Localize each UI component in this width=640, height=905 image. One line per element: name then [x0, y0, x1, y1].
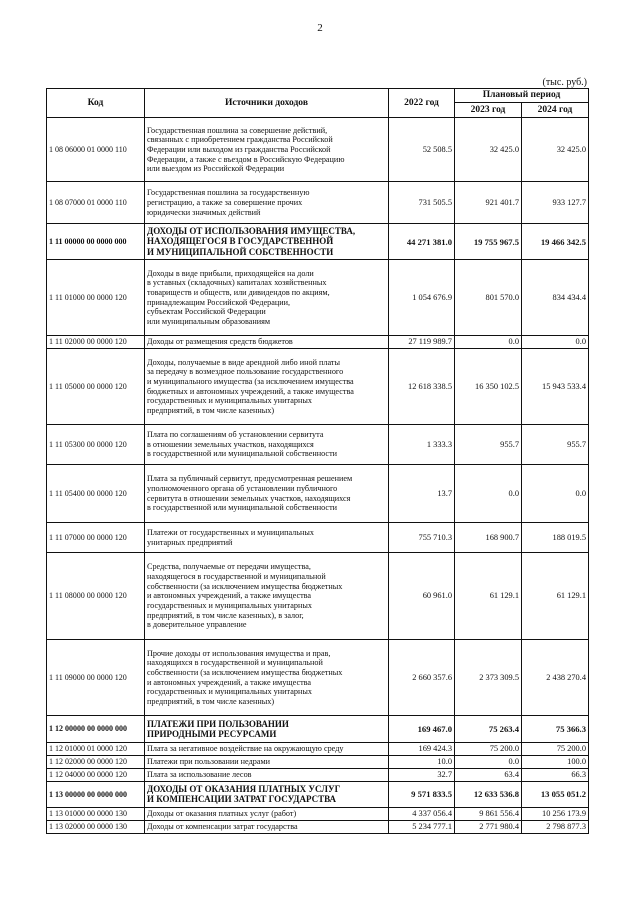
table-row — [47, 553, 589, 640]
row-name: Прочие доходы от использования имущества и прав, находящихся в государственной и муниципальной собственности (за исключением имущества бюджетных и автономных учреждений, а также имущества государственных и муниципальных унитарных предприятий, в том числе казенных) — [145, 640, 389, 716]
row-name: Плата за использование лесов — [145, 768, 389, 781]
row-code: 1 11 05300 00 0000 120 — [47, 425, 145, 465]
value-2023: 0.0 — [455, 336, 522, 349]
table-row — [47, 820, 589, 833]
row-code: 1 12 04000 00 0000 120 — [47, 768, 145, 781]
table-row — [47, 807, 589, 820]
value-2024: 19 466 342.5 — [522, 224, 589, 260]
row-name: Доходы от размещения средств бюджетов — [145, 336, 389, 349]
value-2023: 801 570.0 — [455, 260, 522, 336]
value-2023: 168 900.7 — [455, 523, 522, 553]
value-2023: 32 425.0 — [455, 118, 522, 182]
table-row — [47, 756, 589, 769]
value-2023: 19 755 967.5 — [455, 224, 522, 260]
value-2024: 933 127.7 — [522, 182, 589, 224]
row-name: Плата по соглашениям об установлении сервитута в отношении земельных участков, находящихся в государственной или муниципальной собственности — [145, 425, 389, 465]
row-code: 1 11 08000 00 0000 120 — [47, 553, 145, 640]
value-2024: 32 425.0 — [522, 118, 589, 182]
header-code: Код — [47, 89, 145, 118]
units-label: (тыс. руб.) — [542, 77, 587, 88]
value-2023: 0.0 — [455, 756, 522, 769]
table-row — [47, 716, 589, 743]
row-code: 1 13 00000 00 0000 000 — [47, 781, 145, 807]
row-code: 1 08 07000 01 0000 110 — [47, 182, 145, 224]
table-row — [47, 260, 589, 336]
value-2024: 61 129.1 — [522, 553, 589, 640]
table-row — [47, 465, 589, 523]
table-row — [47, 781, 589, 807]
value-2024: 66.3 — [522, 768, 589, 781]
row-code: 1 11 02000 00 0000 120 — [47, 336, 145, 349]
value-2022: 10.0 — [389, 756, 455, 769]
table-row — [47, 118, 589, 182]
table-row — [47, 336, 589, 349]
value-2023: 16 350 102.5 — [455, 349, 522, 425]
value-2023: 921 401.7 — [455, 182, 522, 224]
row-code: 1 11 05000 00 0000 120 — [47, 349, 145, 425]
row-code: 1 11 07000 00 0000 120 — [47, 523, 145, 553]
value-2023: 63.4 — [455, 768, 522, 781]
row-name: Платежи от государственных и муниципальных унитарных предприятий — [145, 523, 389, 553]
table-row — [47, 640, 589, 716]
header-source: Источники доходов — [145, 89, 389, 118]
row-code: 1 13 02000 00 0000 130 — [47, 820, 145, 833]
value-2024: 100.0 — [522, 756, 589, 769]
value-2024: 15 943 533.4 — [522, 349, 589, 425]
value-2022: 12 618 338.5 — [389, 349, 455, 425]
table-row — [47, 349, 589, 425]
value-2023: 2 373 309.5 — [455, 640, 522, 716]
value-2024: 0.0 — [522, 336, 589, 349]
row-name: Платежи при пользовании недрами — [145, 756, 389, 769]
value-2023: 0.0 — [455, 465, 522, 523]
value-2022: 1 333.3 — [389, 425, 455, 465]
table-row — [47, 523, 589, 553]
row-code: 1 12 00000 00 0000 000 — [47, 716, 145, 743]
row-name: Государственная пошлина за государственную регистрацию, а также за совершение прочих юридически значимых действий — [145, 182, 389, 224]
value-2024: 834 434.4 — [522, 260, 589, 336]
value-2022: 60 961.0 — [389, 553, 455, 640]
row-name: Доходы в виде прибыли, приходящейся на доли в уставных (складочных) капиталах хозяйственных товариществ и обществ, или дивидендов по акциям, принадлежащим Российской Федерации, субъектам Российской Федерации или муниципальным образованиям — [145, 260, 389, 336]
row-name: ДОХОДЫ ОТ ОКАЗАНИЯ ПЛАТНЫХ УСЛУГ И КОМПЕНСАЦИИ ЗАТРАТ ГОСУДАРСТВА — [145, 781, 389, 807]
value-2022: 5 234 777.1 — [389, 820, 455, 833]
table-row — [47, 224, 589, 260]
value-2022: 755 710.3 — [389, 523, 455, 553]
value-2023: 2 771 980.4 — [455, 820, 522, 833]
revenue-table — [46, 88, 589, 834]
value-2024: 0.0 — [522, 465, 589, 523]
table-row — [47, 425, 589, 465]
value-2024: 2 438 270.4 — [522, 640, 589, 716]
row-code: 1 11 05400 00 0000 120 — [47, 465, 145, 523]
table-row — [47, 768, 589, 781]
value-2024: 75 366.3 — [522, 716, 589, 743]
row-code: 1 12 02000 00 0000 120 — [47, 756, 145, 769]
row-code: 1 11 01000 00 0000 120 — [47, 260, 145, 336]
row-name: Государственная пошлина за совершение действий, связанных с приобретением гражданства Российской Федерации или выходом из гражданства Российской Федерации, а также с въездом в Российскую Федерацию или выездом из Российской Федерации — [145, 118, 389, 182]
header-plan-period: Плановый период — [455, 89, 589, 103]
value-2024: 10 256 173.9 — [522, 807, 589, 820]
header-2024: 2024 год — [522, 103, 589, 118]
value-2022: 44 271 381.0 — [389, 224, 455, 260]
value-2023: 955.7 — [455, 425, 522, 465]
row-name: Плата за негативное воздействие на окружающую среду — [145, 743, 389, 756]
value-2022: 169 424.3 — [389, 743, 455, 756]
value-2022: 731 505.5 — [389, 182, 455, 224]
value-2023: 12 633 536.8 — [455, 781, 522, 807]
row-code: 1 13 01000 00 0000 130 — [47, 807, 145, 820]
value-2022: 2 660 357.6 — [389, 640, 455, 716]
row-name: Доходы от оказания платных услуг (работ) — [145, 807, 389, 820]
value-2022: 27 119 989.7 — [389, 336, 455, 349]
value-2024: 2 798 877.3 — [522, 820, 589, 833]
value-2023: 9 861 556.4 — [455, 807, 522, 820]
value-2022: 169 467.0 — [389, 716, 455, 743]
row-code: 1 11 09000 00 0000 120 — [47, 640, 145, 716]
value-2022: 52 508.5 — [389, 118, 455, 182]
value-2024: 188 019.5 — [522, 523, 589, 553]
row-name: Плата за публичный сервитут, предусмотренная решением уполномоченного органа об установлении публичного сервитута в отношении земельных участков, находящихся в государственной или муниципальной собственности — [145, 465, 389, 523]
value-2022: 4 337 056.4 — [389, 807, 455, 820]
value-2024: 13 055 051.2 — [522, 781, 589, 807]
value-2022: 32.7 — [389, 768, 455, 781]
header-2023: 2023 год — [455, 103, 522, 118]
value-2024: 955.7 — [522, 425, 589, 465]
value-2023: 61 129.1 — [455, 553, 522, 640]
row-code: 1 11 00000 00 0000 000 — [47, 224, 145, 260]
value-2022: 13.7 — [389, 465, 455, 523]
page-number: 2 — [317, 22, 323, 34]
table-row — [47, 182, 589, 224]
value-2023: 75 263.4 — [455, 716, 522, 743]
row-code: 1 12 01000 01 0000 120 — [47, 743, 145, 756]
row-name: Средства, получаемые от передачи имущества, находящегося в государственной и муниципальной собственности (за исключением имущества бюджетных и автономных учреждений, а также имущества государственных и муниципальных унитарных предприятий, в том числе казенных), в залог, в доверительное управление — [145, 553, 389, 640]
row-name: ПЛАТЕЖИ ПРИ ПОЛЬЗОВАНИИ ПРИРОДНЫМИ РЕСУРСАМИ — [145, 716, 389, 743]
row-code: 1 08 06000 01 0000 110 — [47, 118, 145, 182]
value-2023: 75 200.0 — [455, 743, 522, 756]
value-2022: 1 054 676.9 — [389, 260, 455, 336]
row-name: Доходы от компенсации затрат государства — [145, 820, 389, 833]
value-2024: 75 200.0 — [522, 743, 589, 756]
row-name: ДОХОДЫ ОТ ИСПОЛЬЗОВАНИЯ ИМУЩЕСТВА, НАХОДЯЩЕГОСЯ В ГОСУДАРСТВЕННОЙ И МУНИЦИПАЛЬНОЙ СОБСТВЕННОСТИ — [145, 224, 389, 260]
row-name: Доходы, получаемые в виде арендной либо иной платы за передачу в возмездное пользование государственного и муниципального имущества (за исключением имущества бюджетных и автономных учреждений, а также имущества государственных и муниципальных унитарных предприятий, в том числе казенных) — [145, 349, 389, 425]
header-2022: 2022 год — [389, 89, 455, 118]
table-row — [47, 743, 589, 756]
value-2022: 9 571 833.5 — [389, 781, 455, 807]
